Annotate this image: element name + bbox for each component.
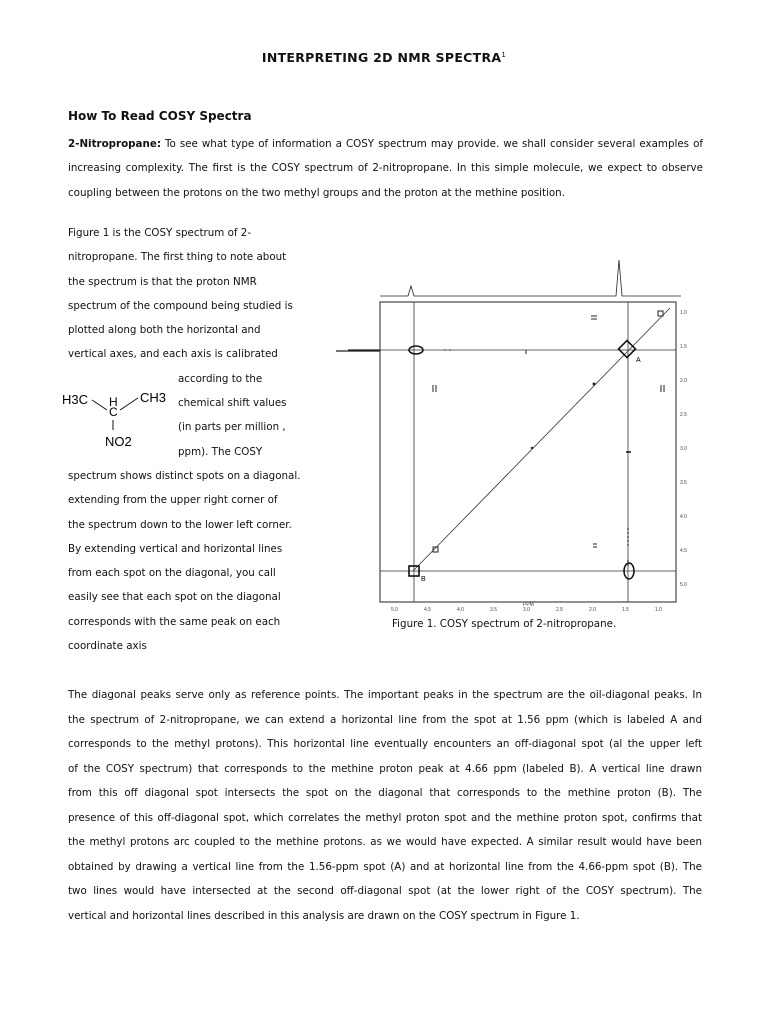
col-line-4: spectrum of the compound being studied is bbox=[68, 299, 293, 312]
diagonal-spot-small-2 bbox=[658, 311, 663, 316]
col-line-12: extending from the upper right corner of bbox=[68, 494, 278, 507]
main-line-6: presence of this off-diagonal spot, which correlates the methyl proton spot and the methine proton spot, confirms that bbox=[68, 811, 702, 824]
main-line-4: of the COSY spectrum) that corresponds to the methine proton peak at 4.66 ppm (labeled B). A vertical line drawn bbox=[68, 762, 702, 775]
y-tick-label: 4.5 bbox=[680, 548, 687, 554]
col-line-2: nitropropane. The first thing to note about bbox=[68, 251, 287, 264]
main-line-3: corresponds to the methyl protons). This horizontal line eventually encounters an off-diagonal spot (al the upper left bbox=[68, 738, 702, 750]
col-line-17: corresponds with the same peak on each bbox=[68, 615, 281, 628]
x-tick-label: 3.0 bbox=[523, 607, 530, 612]
diagonal-spot-tiny-2 bbox=[531, 447, 533, 449]
x-axis bbox=[391, 602, 662, 612]
x-axis-title: PPM bbox=[523, 602, 534, 608]
diagonal-spot-tiny-1 bbox=[593, 383, 596, 386]
col-line-1 bbox=[68, 221, 303, 245]
left-1d-trace bbox=[336, 350, 380, 351]
x-tick-label: 4.5 bbox=[424, 607, 431, 612]
x-tick-label: 1.0 bbox=[655, 607, 662, 612]
y-tick-label: 4.0 bbox=[680, 514, 687, 520]
section-heading: How To Read COSY Spectra bbox=[68, 109, 252, 123]
y-tick-label: 1.5 bbox=[680, 344, 687, 350]
x-tick-label: 2.0 bbox=[589, 607, 596, 612]
y-tick-label: 2.5 bbox=[680, 412, 687, 418]
y-axis bbox=[680, 310, 687, 588]
main-line-2: the spectrum of 2-nitropropane, we can extend a horizontal line from the spot at 1.56 ppm (which is labeled A and bbox=[68, 713, 702, 726]
intro-text-1: To see what type of information a COSY spectrum may provide. we shall consider several examples of bbox=[160, 138, 703, 150]
cosy-spectrum-figure bbox=[336, 260, 706, 612]
col-line-8: chemical shift values bbox=[178, 397, 287, 410]
diagonal-spot-a bbox=[619, 341, 636, 358]
molecule-left-group: H3C bbox=[62, 392, 89, 407]
y-tick-label: 2.0 bbox=[680, 378, 687, 384]
diagonal-line bbox=[413, 308, 670, 571]
intro-line-2: increasing complexity. The first is the COSY spectrum of 2-nitropropane. In this simple molecule, we expect to observe bbox=[68, 162, 703, 175]
main-line-5: from this off diagonal spot intersects the spot on the diagonal that corresponds to the methine proton (B). The bbox=[68, 787, 702, 799]
col-line-5: plotted along both the horizontal and bbox=[68, 324, 261, 337]
col-line-9: (in parts per million , bbox=[178, 421, 286, 434]
page-title-text: INTERPRETING 2D NMR SPECTRA bbox=[261, 50, 502, 65]
bond-right bbox=[120, 398, 138, 410]
col-line-15: from each spot on the diagonal, you call bbox=[68, 567, 276, 580]
col-line-6: vertical axes, and each axis is calibrated bbox=[68, 348, 278, 361]
x-tick-label: 4.0 bbox=[457, 607, 464, 612]
page-title bbox=[0, 50, 768, 65]
noise-marks bbox=[433, 316, 664, 547]
main-line-9: two lines would have intersected at the second off-diagonal spot (at the lower right of the COSY spectrum). The bbox=[68, 885, 702, 897]
intro-paragraph bbox=[68, 132, 703, 205]
label-a: A bbox=[636, 357, 641, 364]
col-line-11: spectrum shows distinct spots on a diagonal. bbox=[68, 469, 301, 482]
intro-lead: 2-Nitropropane: bbox=[68, 138, 161, 150]
label-b: B bbox=[421, 576, 426, 583]
x-tick-label: 5.0 bbox=[391, 607, 398, 612]
x-tick-label: 2.5 bbox=[556, 607, 563, 612]
y-tick-label: 5.0 bbox=[680, 582, 687, 588]
main-line-8: obtained by drawing a vertical line from the 1.56-ppm spot (A) and at horizontal line from the 4.66-ppm spot (B). The bbox=[68, 860, 702, 873]
col-line-13: the spectrum down to the lower left corner. bbox=[68, 518, 292, 531]
intro-line-1 bbox=[68, 132, 703, 156]
molecule-bottom-group: NO2 bbox=[105, 434, 132, 449]
main-paragraph bbox=[68, 683, 702, 928]
col-line-18: coordinate axis bbox=[68, 640, 147, 653]
molecule-h-label: H bbox=[109, 395, 118, 409]
intro-line-3: coupling between the protons on the two methyl groups and the proton at the methine position. bbox=[68, 186, 565, 199]
col-line-14: By extending vertical and horizontal lines bbox=[68, 542, 283, 555]
top-1d-trace bbox=[380, 260, 681, 296]
col-line-1-text: Figure 1 is the COSY spectrum of 2- bbox=[68, 227, 252, 239]
title-footnote: 1 bbox=[501, 50, 507, 59]
col-line-3: the spectrum is that the proton NMR bbox=[68, 275, 257, 288]
x-tick-label: 1.5 bbox=[622, 607, 629, 612]
x-tick-label: 3.5 bbox=[490, 607, 497, 612]
nitropropane-structure bbox=[62, 386, 172, 456]
figure-caption: Figure 1. COSY spectrum of 2-nitropropane. bbox=[392, 618, 617, 630]
main-line-7: the methyl protons arc coupled to the methine protons. as we would have expected. A similar result would have been bbox=[68, 836, 702, 848]
molecule-right-group: CH3 bbox=[140, 390, 167, 405]
col-line-16: easily see that each spot on the diagonal bbox=[68, 591, 281, 604]
main-line-10: vertical and horizontal lines described in this analysis are drawn on the COSY spectrum in Figure 1. bbox=[68, 909, 580, 922]
y-tick-label: 3.5 bbox=[680, 480, 687, 486]
main-line-1: The diagonal peaks serve only as reference points. The important peaks in the spectrum are the oil-diagonal peaks. In bbox=[68, 689, 702, 701]
col-line-7: according to the bbox=[178, 372, 263, 385]
y-tick-label: 1.0 bbox=[680, 310, 687, 316]
col-line-10: ppm). The COSY bbox=[178, 445, 263, 458]
bond-left bbox=[92, 400, 107, 410]
molecule-c-label: C bbox=[109, 405, 118, 419]
y-tick-label: 3.0 bbox=[680, 446, 687, 452]
